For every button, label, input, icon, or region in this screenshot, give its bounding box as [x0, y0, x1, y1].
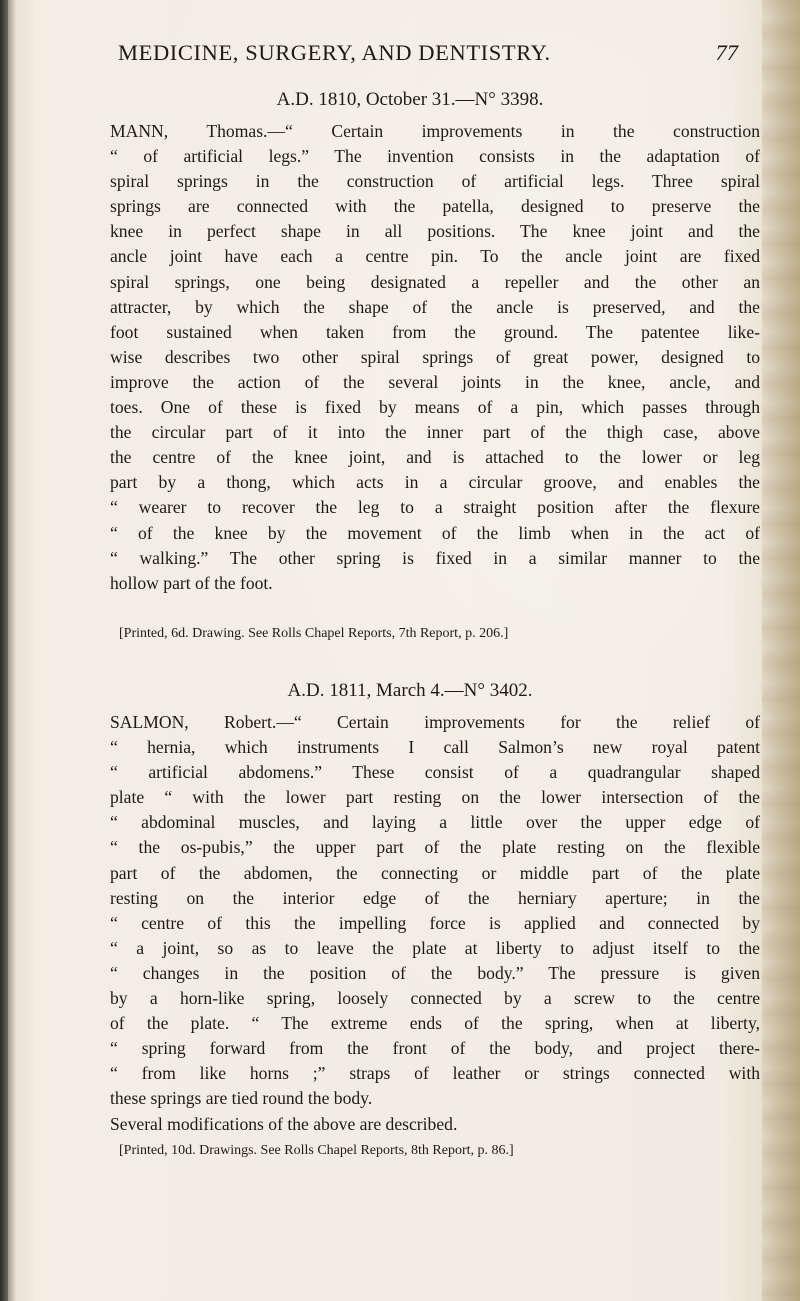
entry-1-line: the centre of the knee joint, and is attached to the lower or leg [110, 447, 760, 468]
binding-shadow [0, 0, 8, 1301]
entry-heading-1 [0, 89, 800, 111]
entry-1-line: attracter, by which the shape of the ancle is preserved, and the [110, 296, 760, 317]
entry-1-line: MANN, Thomas.—“ Certain improvements in the construction [110, 121, 760, 141]
entry-2-line: “ spring forward from the front of the body, and project there- [110, 1038, 760, 1059]
page-edge-stain [762, 0, 800, 1301]
entry-1-line: spiral springs in the construction of artificial legs. Three spiral [110, 171, 760, 192]
entry-2-line: “ hernia, which instruments I call Salmon’s new royal patent [110, 737, 760, 758]
entry-heading-2 [0, 680, 800, 702]
entry-1-line: wise describes two other spiral springs of great power, designed to [110, 346, 760, 367]
entry-1-line: “ of artificial legs.” The invention consists in the adaptation of [110, 146, 760, 167]
entry-2-line: “ abdominal muscles, and laying a little over the upper edge of [110, 812, 760, 833]
entry-2-line: “ artificial abdomens.” These consist of a quadrangular shaped [110, 762, 760, 783]
entry-heading-2-text: A.D. 1811, March 4.—N° 3402. [287, 680, 533, 701]
entry-2-line: “ the os-pubis,” the upper part of the plate resting on the flexible [110, 837, 760, 858]
entry-2-line: “ from like horns ;” straps of leather or strings connected with [110, 1063, 760, 1084]
entry-2-line: “ changes in the position of the body.” The pressure is given [110, 962, 760, 983]
entry-2-line: by a horn-like spring, loosely connected by a screw to the centre [110, 988, 760, 1009]
entry-1-line: “ walking.” The other spring is fixed in a similar manner to the [110, 547, 760, 568]
entry-1-line: springs are connected with the patella, designed to preserve the [110, 196, 760, 217]
entry-2-line: resting on the interior edge of the herniary aperture; in the [110, 887, 760, 908]
entry-2-line: SALMON, Robert.—“ Certain improvements for the relief of [110, 712, 760, 732]
page-number: 77 [715, 40, 738, 65]
entry-1-note: [Printed, 6d. Drawing. See Rolls Chapel Reports, 7th Report, p. 206.] [119, 626, 509, 641]
entry-heading-1-text: A.D. 1810, October 31.—N° 3398. [276, 89, 544, 110]
entry-2-body [110, 710, 760, 1137]
entry-2-line: part of the abdomen, the connecting or middle part of the plate [110, 862, 760, 883]
entry-1-line: improve the action of the several joints in the knee, ancle, and [110, 371, 760, 392]
entry-2-line: of the plate. “ The extreme ends of the spring, when at liberty, [110, 1013, 760, 1034]
entry-1-line: part by a thong, which acts in a circular groove, and enables the [110, 472, 760, 493]
entry-1-line: hollow part of the foot. [110, 572, 273, 593]
entry-1-line: toes. One of these is fixed by means of a pin, which passes through [110, 397, 760, 418]
entry-2-line: Several modifications of the above are described. [110, 1113, 458, 1134]
entry-1-line: knee in perfect shape in all positions. The knee joint and the [110, 221, 760, 242]
entry-2-line: “ centre of this the impelling force is applied and connected by [110, 912, 760, 933]
entry-1-body [110, 119, 760, 596]
entry-2-line: these springs are tied round the body. [110, 1088, 373, 1109]
entry-1-line: foot sustained when taken from the ground. The patentee like- [110, 321, 760, 342]
entry-1-line: “ wearer to recover the leg to a straight position after the flexure [110, 497, 760, 518]
entry-1-line: ancle joint have each a centre pin. To the ancle joint are fixed [110, 246, 760, 267]
entry-2-line: plate “ with the lower part resting on the lower intersection of the [110, 787, 760, 808]
running-title: MEDICINE, SURGERY, AND DENTISTRY. [118, 40, 551, 65]
entry-1-line: the circular part of it into the inner part of the thigh case, above [110, 422, 760, 443]
entry-2-note: [Printed, 10d. Drawings. See Rolls Chapel Reports, 8th Report, p. 86.] [119, 1143, 514, 1158]
entry-2-line: “ a joint, so as to leave the plate at liberty to adjust itself to the [110, 937, 760, 958]
entry-1-line: spiral springs, one being designated a repeller and the other an [110, 271, 760, 292]
running-head [118, 40, 738, 72]
entry-1-line: “ of the knee by the movement of the limb when in the act of [110, 522, 760, 543]
